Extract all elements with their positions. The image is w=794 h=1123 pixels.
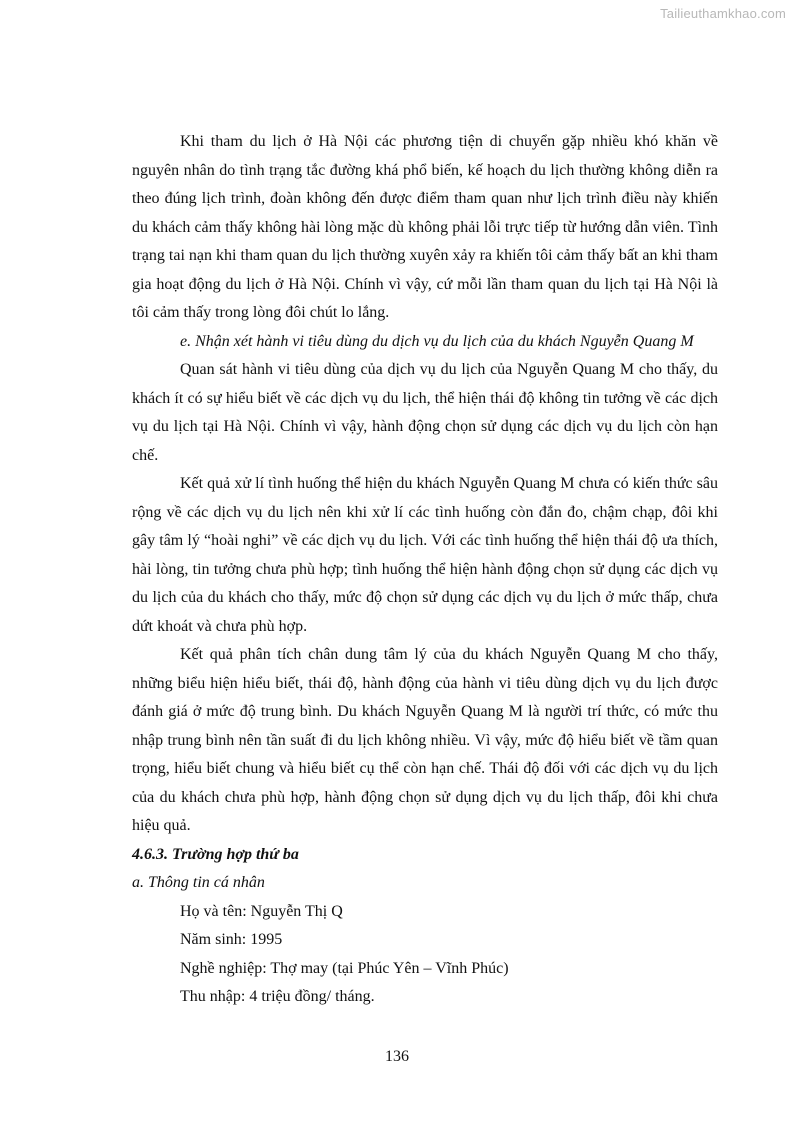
info-income: Thu nhập: 4 triệu đồng/ tháng. [180,988,375,1005]
paragraph-observation: Quan sát hành vi tiêu dùng của dịch vụ du lịch của Nguyễn Quang M cho thấy, du khách ít có sự hiểu biết về các dịch vụ du lịch, thể hiện thái độ không tin tưởng về các dịch vụ du lịch tại Hà Nội. Chính vì vậy, hành động chọn sử dụng các dịch vụ du lịch còn hạn chế. [132,361,718,464]
section-subheading: a. Thông tin cá nhân [132,874,265,891]
paragraph-travel-difficulties: Khi tham du lịch ở Hà Nội các phương tiện di chuyển gặp nhiều khó khăn về nguyên nhân do tình trạng tắc đường khá phổ biến, kế hoạch du lịch thường không diễn ra theo đúng lịch trình, đoàn không đến được điểm tham quan như lịch trình điều này khiến du khách cảm thấy không hài lòng mặc dù không phải lỗi trực tiếp từ hướng dẫn viên. Tình trạng tai nạn khi tham quan du lịch thường xuyên xảy ra khiến tôi cảm thấy bất an khi tham gia hoạt động du lịch ở Hà Nội. Chính vì vậy, cứ mỗi lần tham quan du lịch tại Hà Nội là tôi cảm thấy trong lòng đôi chút lo lắng. [132,133,718,321]
info-birth-year: Năm sinh: 1995 [180,931,283,948]
info-occupation: Nghề nghiệp: Thợ may (tại Phúc Yên – Vĩnh Phúc) [180,959,509,977]
paragraph-situation-results: Kết quả xử lí tình huống thể hiện du khách Nguyễn Quang M chưa có kiến thức sâu rộng về các dịch vụ du lịch nên khi xử lí các tình huống còn đắn đo, chậm chạp, đôi khi gây tâm lý “hoài nghi” về các dịch vụ du lịch. Với các tình huống thể hiện thái độ ưa thích, hài lòng, tin tưởng chưa phù hợp; tình huống thể hiện hành động chọn sử dụng các dịch vụ du lịch của du khách cho thấy, mức độ chọn sử dụng các dịch vụ du lịch ở mức thấp, chưa dứt khoát và chưa phù hợp. [132,475,718,635]
page-number: 136 [385,1048,409,1065]
watermark: Tailieuthamkhao.com [660,6,786,21]
info-name: Họ và tên: Nguyễn Thị Q [180,902,343,920]
paragraph-portrait-analysis: Kết quả phân tích chân dung tâm lý của du khách Nguyễn Quang M cho thấy, những biểu hiện hiểu biết, thái độ, hành động của hành vi tiêu dùng dịch vụ du lịch được đánh giá ở mức độ trung bình. Du khách Nguyễn Quang M là người trí thức, có mức thu nhập trung bình nên tần suất đi du lịch không nhiều. Vì vậy, mức độ hiểu biết về tầm quan trọng, hiểu biết chung và hiểu biết cụ thể còn hạn chế. Thái độ đối với các dịch vụ du lịch của du khách chưa phù hợp, hành động chọn sử dụng dịch vụ du lịch thấp, đôi khi chưa hiệu quả. [132,646,718,834]
section-heading: 4.6.3. Trường hợp thứ ba [132,845,299,863]
document-body [132,128,718,1012]
section-e-title: e. Nhận xét hành vi tiêu dùng du dịch vụ du lịch của du khách Nguyễn Quang M [180,332,694,350]
